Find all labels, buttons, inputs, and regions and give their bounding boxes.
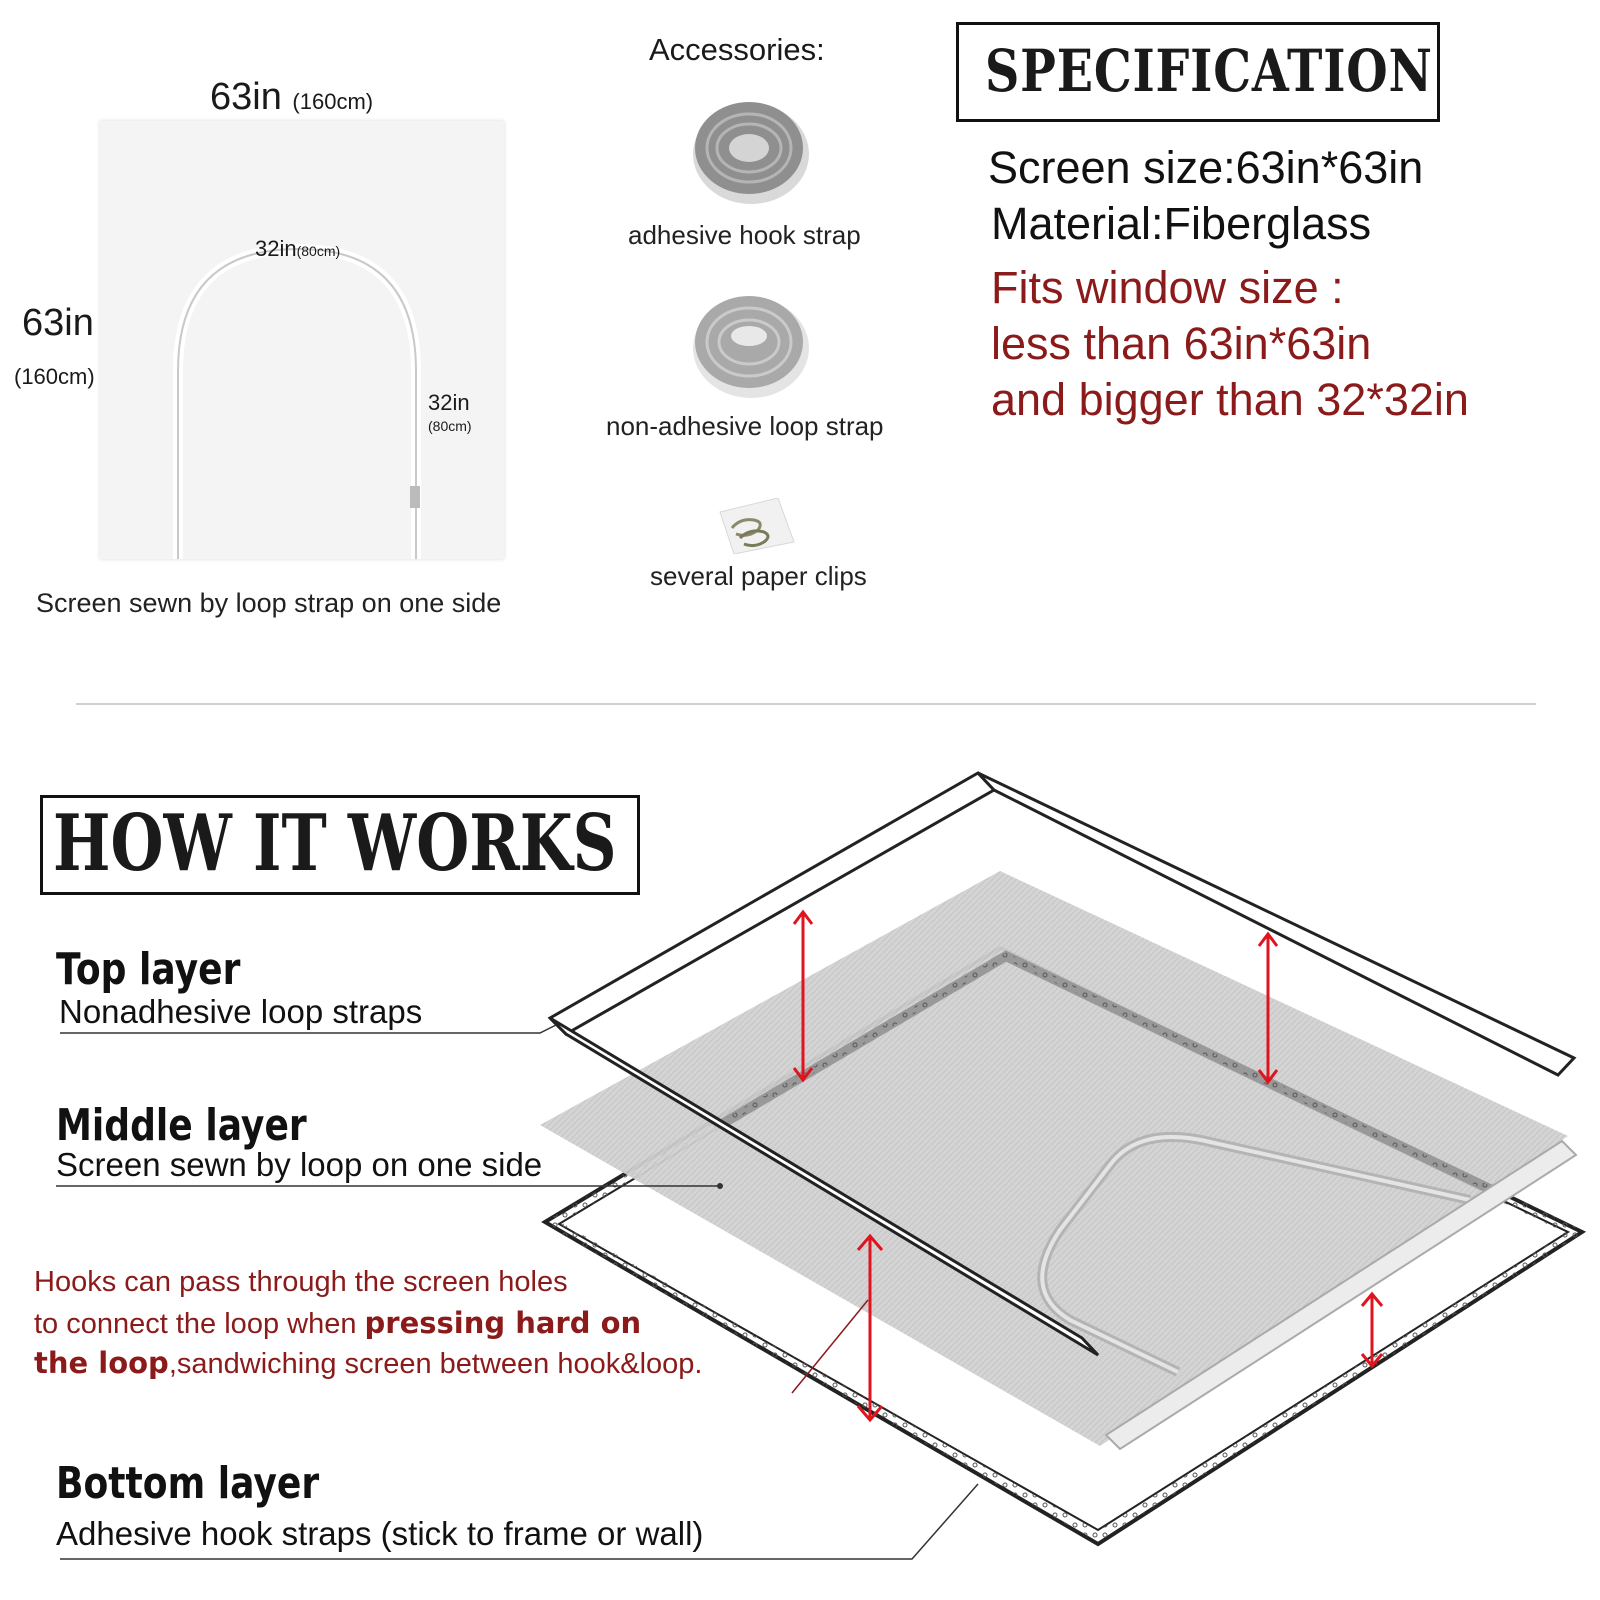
hooks-note-line3: the loop,sandwiching screen between hook&loop. bbox=[34, 1346, 703, 1380]
how-it-works-box bbox=[40, 795, 640, 895]
spec-fits-line3: and bigger than 32*32in bbox=[991, 374, 1469, 425]
spec-screen-size: Screen size:63in*63in bbox=[988, 142, 1424, 193]
section-divider bbox=[76, 703, 1536, 705]
spec-fits-line2: less than 63in*63in bbox=[991, 318, 1372, 369]
arch-height-in: 32in bbox=[428, 390, 470, 415]
spec-material: Material:Fiberglass bbox=[991, 198, 1372, 249]
screen-caption: Screen sewn by loop strap on one side bbox=[36, 588, 502, 618]
middle-layer-title: Middle layer bbox=[56, 1100, 307, 1151]
arch-width-label: 32in(80cm) bbox=[255, 236, 341, 261]
top-layer-desc: Nonadhesive loop straps bbox=[59, 993, 423, 1030]
paper-clips-icon bbox=[716, 498, 796, 559]
hook-strap-roll-icon bbox=[689, 96, 813, 213]
top-width-label: 63in (160cm) bbox=[210, 76, 374, 118]
hooks-note-line2: to connect the loop when pressing hard on bbox=[34, 1306, 642, 1340]
arch-height-cm: (80cm) bbox=[428, 418, 472, 434]
loop-strap-roll-icon bbox=[689, 290, 813, 407]
side-height-in: 63in bbox=[22, 302, 94, 344]
hooks-note-line1: Hooks can pass through the screen holes bbox=[34, 1266, 568, 1298]
paper-clips-label: several paper clips bbox=[650, 561, 867, 591]
spec-fits-line1: Fits window size : bbox=[991, 262, 1344, 313]
hook-strap-label: adhesive hook strap bbox=[628, 220, 861, 250]
specification-box bbox=[956, 22, 1440, 122]
accessories-title: Accessories: bbox=[649, 32, 825, 67]
screen-arch-outline bbox=[100, 121, 504, 559]
bottom-layer-title: Bottom layer bbox=[56, 1458, 320, 1509]
side-height-cm: (160cm) bbox=[14, 364, 95, 389]
loop-strap-label: non-adhesive loop strap bbox=[606, 411, 884, 441]
screen-product-image bbox=[100, 121, 504, 559]
middle-layer-desc: Screen sewn by loop on one side bbox=[56, 1146, 543, 1183]
bottom-layer-desc: Adhesive hook straps (stick to frame or wall) bbox=[56, 1515, 704, 1552]
how-it-works-title: HOW IT WORKS bbox=[53, 798, 617, 889]
specification-title: SPECIFICATION bbox=[985, 37, 1433, 105]
top-layer-title: Top layer bbox=[56, 944, 241, 995]
